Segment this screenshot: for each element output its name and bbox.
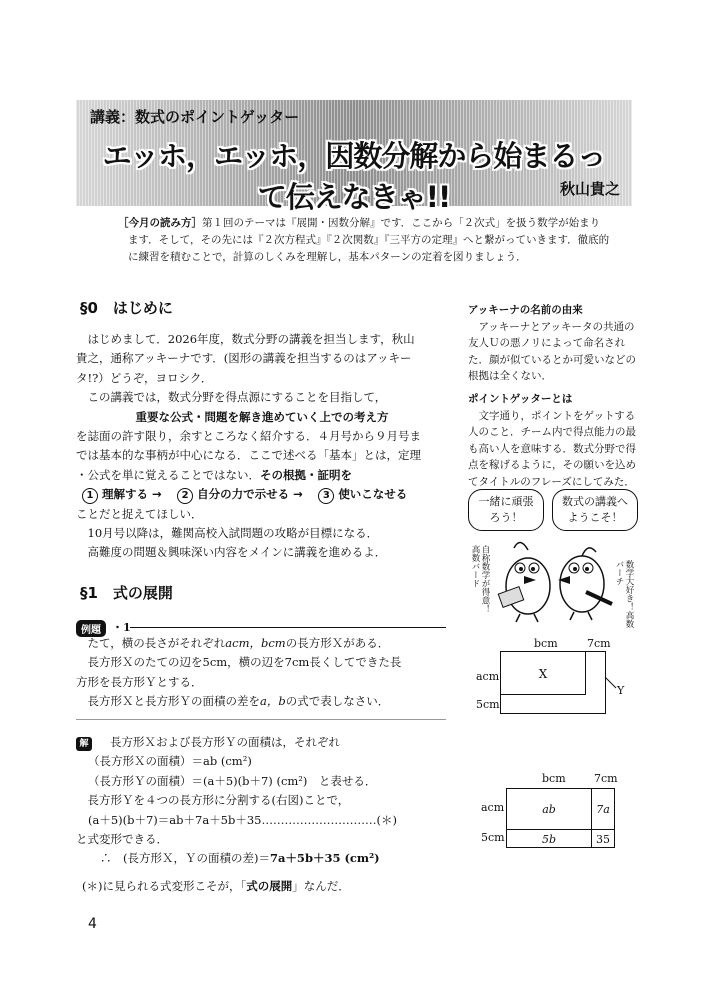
body-line: 長方形Ｘのたての辺を5cm，横の辺を7cm長くしてできた長: [76, 655, 402, 670]
bird-left-body: [506, 558, 550, 614]
diagram2-label-a: acm: [481, 801, 505, 814]
body-text: 長方形Ｘと長方形Ｙの面積の差を: [76, 694, 260, 709]
body-text: の長方形Ｘがある．: [285, 636, 390, 650]
body-text: の式で表しなさい．: [285, 694, 390, 709]
body-line: [76, 877, 448, 896]
diagram2-label-5: 5cm: [481, 831, 505, 844]
bird-right-body: [560, 556, 604, 612]
sidebar-paragraph: アッキーナとアッキータの共通の友人Ｕの悪ノリによって命名された．顔が似ているとか可愛いなどの根拠は全くない．: [468, 320, 636, 383]
step-number: 2: [177, 488, 193, 504]
body-line: (a＋5)(b＋7)＝ab＋7a＋5b＋35…………………………(＊): [88, 812, 397, 827]
diagram1-label-5: 5cm: [476, 698, 500, 711]
body-line: ことだと捉えてほしい．: [76, 506, 203, 521]
reading-guide-line: に練習を積むことで，計算のしくみを理解し，基本パターンの定着を図りましょう．: [128, 251, 527, 263]
diagram2-label-7: 7cm: [594, 772, 618, 785]
example-rule: [130, 627, 446, 628]
cell-ab: ab: [506, 788, 592, 830]
headline: エッホ，エッホ，因数分解から始まるって伝えなきゃ!!: [102, 139, 606, 214]
reading-guide: [118, 215, 634, 266]
section0-body: [76, 330, 448, 563]
sidebar-paragraph: 文字通り，ポイントをゲットする人のこと．チーム内で得点能力の最も高い人を意味する．数式分野で得点を稼げるように，その願いを込めてタイトルのフレーズにしてみた．: [468, 409, 636, 488]
diagram1-label-a: acm: [476, 670, 500, 683]
key-phrase: 重要な公式・問題を解き進めていく上での考え方: [135, 409, 389, 424]
sidebar: [468, 300, 636, 491]
solution-body: [76, 733, 448, 896]
step-text: 理解する →: [102, 487, 162, 502]
reading-guide-label: ［今月の読み方］: [118, 217, 202, 229]
step-text: 自分の力で示せる →: [197, 487, 303, 502]
math-text: a，b: [260, 694, 286, 709]
bird-left-pupil: [519, 567, 523, 571]
section-heading-0: §0 はじめに: [80, 299, 173, 317]
diagram2-label-b: bcm: [542, 772, 566, 785]
speech-bubble-left: 一緒に頑張ろう！: [468, 489, 544, 531]
speech-bubble-right: 数式の講義へようこそ！: [552, 489, 638, 531]
body-line: と式変形できる．: [76, 832, 168, 847]
bird-illustration: [490, 528, 616, 624]
emphasis: その根拠・証明を: [260, 467, 352, 482]
pointer-line: [604, 676, 618, 690]
body-text: 」なんだ．: [292, 878, 350, 893]
step-number: 1: [82, 488, 98, 504]
body-text: ・公式を単に覚えることではない．: [76, 467, 260, 482]
body-line: 高難度の問題＆興味深い内容をメインに講義を進めるよ．: [76, 545, 387, 560]
rectangle-x: X: [500, 651, 586, 695]
example-badge: 例題: [76, 620, 106, 637]
body-line: [76, 466, 448, 485]
diagram1-label-7: 7cm: [587, 637, 611, 650]
body-line: 長方形Ｙを４つの長方形に分割する(右図)ことで，: [76, 793, 350, 808]
step-text: 使いこなせる: [338, 487, 408, 502]
body-line: （長方形Ｘの面積）＝ab (cm²): [88, 754, 252, 769]
solution-rule: [76, 719, 446, 720]
cell-35: 35: [591, 829, 615, 848]
body-line: 長方形Ｘおよび長方形Ｙの面積は，それぞれ: [110, 735, 340, 749]
body-line: タ!?）どうぞ，ヨロシク．: [76, 370, 213, 385]
bird-left-crest: [514, 542, 528, 550]
body-text: ∴ (長方形Ｘ，Ｙの面積の差)＝: [100, 851, 270, 866]
body-line: [76, 692, 448, 711]
math-text: acm，bcm: [225, 636, 286, 650]
emphasis: 式の展開: [246, 878, 293, 893]
example-number: ・1: [112, 621, 131, 634]
bird-caption-right: 数学大好き！高数バーチ: [614, 560, 634, 628]
author-name: 秋山貴之: [559, 180, 620, 198]
reading-guide-line: ます．そして，その先には『２次方程式』『２次関数』『三平方の定理』へと繋がっていきます．徹底的: [128, 234, 610, 246]
answer: 7a＋5b＋35 (cm²): [269, 851, 380, 866]
body-line: では基本的な事柄が中心になる．ここで述べる「基本」とは，定理: [76, 448, 421, 463]
bird-left-legs: [516, 614, 538, 622]
section-heading-1: §1 式の展開: [80, 584, 173, 602]
step-number: 3: [318, 488, 334, 504]
reading-guide-line: 第１回のテーマは『展開・因数分解』です．ここから「２次式」を扱う数学が始まり: [202, 217, 601, 229]
body-line: [76, 634, 448, 653]
body-line: を誌面の許す限り，余すところなく紹介する．４月号から９月号ま: [76, 429, 421, 444]
sidebar-heading: ポイントゲッターとは: [468, 392, 573, 405]
bird-left-pupil: [531, 567, 535, 571]
series-title: 講義：数式のポイントゲッター: [90, 108, 300, 126]
body-line: はじめまして．2026年度，数式分野の講義を担当します，秋山: [76, 332, 415, 346]
body-line: この講義では，数式分野を得点源にすることを目指して，: [76, 390, 387, 405]
body-line: （長方形Ｙの面積）＝(a＋5)(b＋7) (cm²) と表せる．: [88, 773, 377, 788]
body-line: 方形を長方形Ｙとする．: [76, 674, 203, 689]
page-number: 4: [88, 916, 97, 932]
title-banner: [76, 100, 632, 214]
bird-caption-left: 自称数学が得意！高数バード: [470, 545, 490, 613]
cell-7a: 7a: [591, 788, 615, 830]
body-line: 10月号以降は，難関高校入試問題の攻略が目標になる．: [76, 526, 379, 541]
bird-right-pupil: [573, 567, 577, 571]
body-line: [76, 849, 448, 868]
bird-right-legs: [570, 612, 592, 620]
bird-right-crest: [582, 548, 596, 556]
cell-5b: 5b: [506, 829, 592, 848]
body-text: (＊)に見られる式変形こそが，「: [82, 878, 247, 893]
bird-right-pupil: [585, 567, 589, 571]
steps-line: [76, 485, 448, 504]
body-line: 貴之，通称アッキーナです．(図形の講義を担当するのはアッキー: [76, 351, 412, 366]
diagram1-label-y: Y: [617, 684, 625, 697]
example-body: [76, 634, 448, 712]
sidebar-heading: アッキーナの名前の由来: [468, 304, 583, 316]
solution-badge: 解: [76, 737, 92, 751]
body-text: たて，横の長さがそれぞれ: [76, 636, 226, 650]
diagram1-label-b: bcm: [534, 637, 558, 650]
